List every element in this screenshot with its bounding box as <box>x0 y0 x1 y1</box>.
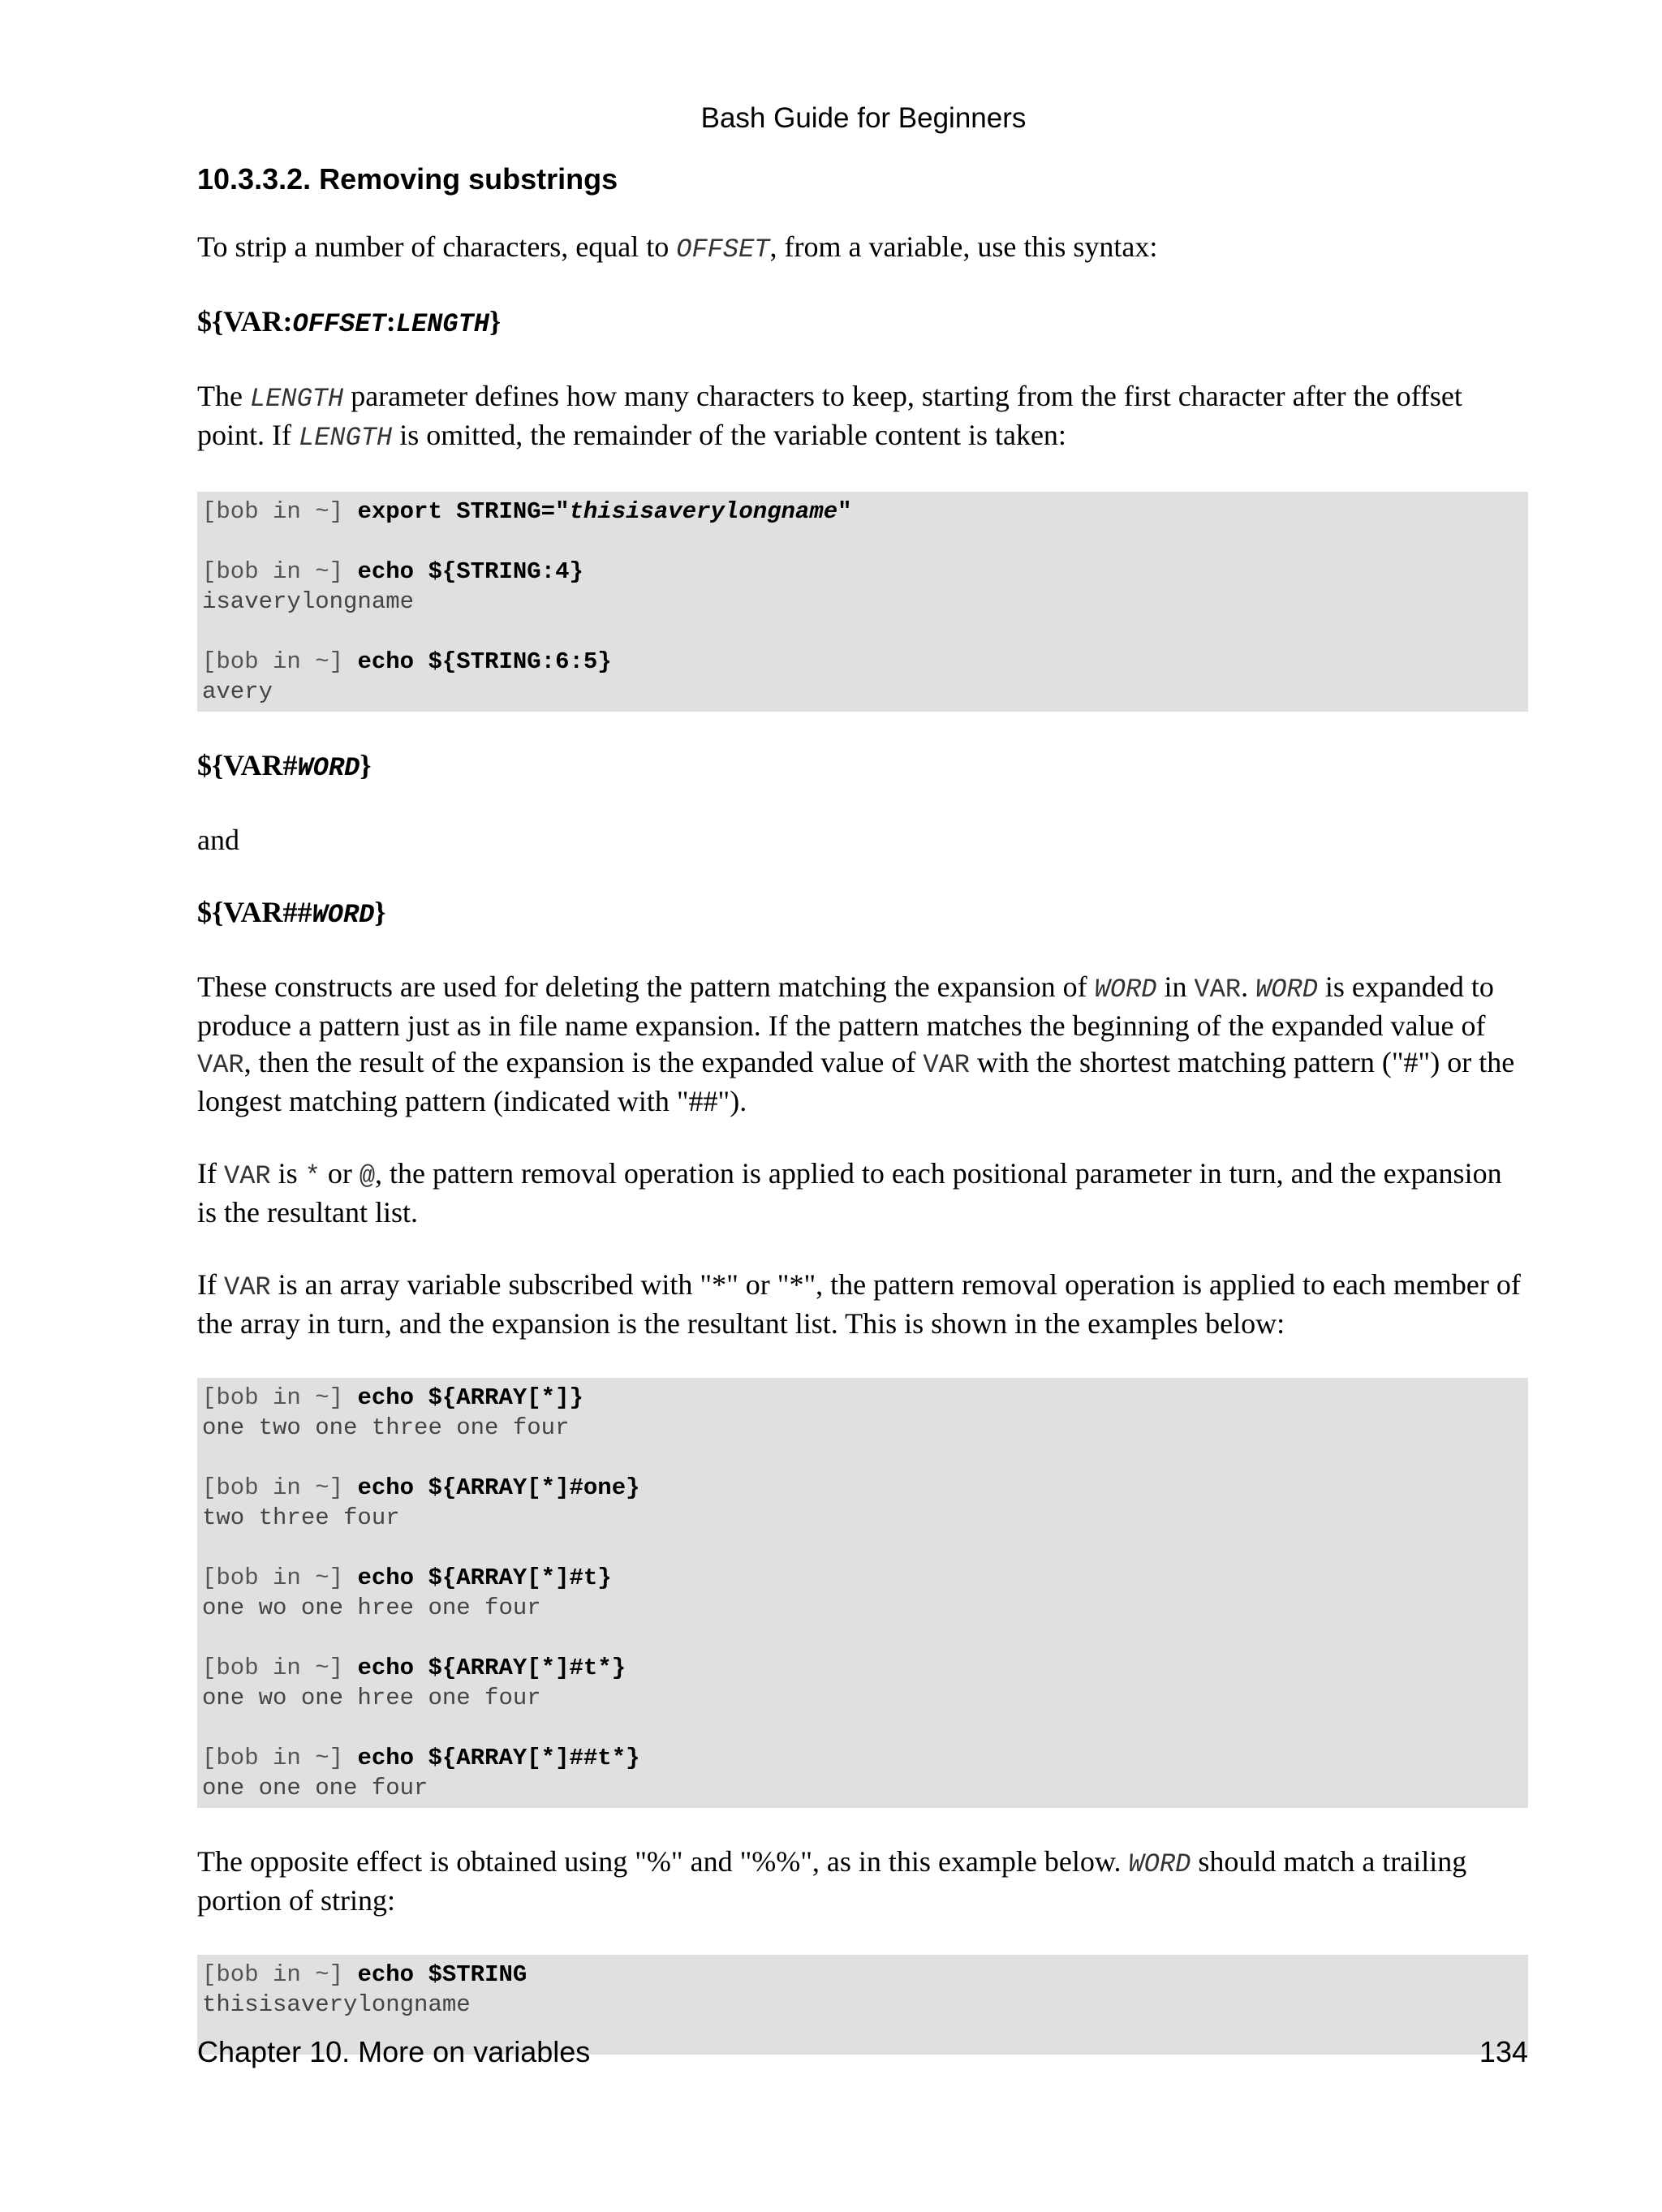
opposite-paragraph: The opposite effect is obtained using "%" and "%%", as in this example below. WORD should match a trailing portion of string: <box>197 1845 1467 1917</box>
code-line: [bob in ~] echo ${ARRAY[*]} <box>202 1384 583 1411</box>
code-block-substring <box>197 492 1528 712</box>
syntax-double-hash-word: ${VAR##WORD} <box>197 896 386 930</box>
page-content <box>197 154 1528 2090</box>
length-paragraph: The LENGTH parameter defines how many characters to keep, starting from the first character after the offset point. If LENGTH is omitted, the remainder of the variable content is taken: <box>197 380 1462 453</box>
constructs-paragraph: These constructs are used for deleting the pattern matching the expansion of WORD in VAR. WORD is expanded to produce a pattern just as in file name expansion. If the pattern matches the beginning of the expanded value of VAR, then the result of the expansion is the expanded value of VAR with the shortest matching pattern ("#") or the longest matching pattern (indicated with "##"). <box>197 970 1515 1117</box>
footer-page-number: 134 <box>1479 2035 1528 2068</box>
code-line: [bob in ~] echo ${ARRAY[*]#t} <box>202 1564 612 1591</box>
code-line: [bob in ~] echo ${STRING:6:5} <box>202 648 612 675</box>
code-line: [bob in ~] echo ${STRING:4} <box>202 558 583 585</box>
intro-paragraph: To strip a number of characters, equal to OFFSET, from a variable, use this syntax: <box>197 230 1158 265</box>
page-footer <box>197 2035 1528 2069</box>
code-line: [bob in ~] export STRING="thisisaverylongname" <box>202 498 852 525</box>
code-line: [bob in ~] echo ${ARRAY[*]##t*} <box>202 1745 640 1771</box>
code-output: avery <box>202 678 273 705</box>
code-output: one two one three one four <box>202 1414 570 1441</box>
code-line: [bob in ~] echo ${ARRAY[*]#t*} <box>202 1655 626 1681</box>
code-output: thisisaverylongname <box>202 1991 471 2018</box>
page-header: Bash Guide for Beginners <box>700 102 1027 134</box>
code-block-array <box>197 1378 1528 1808</box>
code-output: one one one four <box>202 1775 428 1801</box>
section-title: 10.3.3.2. Removing substrings <box>197 162 618 196</box>
code-output: one wo one hree one four <box>202 1594 541 1621</box>
code-output: one wo one hree one four <box>202 1685 541 1711</box>
syntax-offset-length: ${VAR:OFFSET:LENGTH} <box>197 305 502 339</box>
syntax-hash-word: ${VAR#WORD} <box>197 749 372 783</box>
code-output: two three four <box>202 1504 400 1531</box>
footer-chapter: Chapter 10. More on variables <box>197 2035 591 2068</box>
array-paragraph: If VAR is an array variable subscribed with "*" or "*", the pattern removal operation is applied to each member of the array in turn, and the expansion is the resultant list. This is shown in the examples below: <box>197 1268 1521 1340</box>
code-output: isaverylongname <box>202 588 415 615</box>
and-text: and <box>197 824 239 856</box>
code-line: [bob in ~] echo ${ARRAY[*]#one} <box>202 1474 640 1501</box>
code-line: [bob in ~] echo $STRING <box>202 1961 527 1988</box>
positional-paragraph: If VAR is * or @, the pattern removal operation is applied to each positional parameter in turn, and the expansion is the resultant list. <box>197 1157 1502 1229</box>
